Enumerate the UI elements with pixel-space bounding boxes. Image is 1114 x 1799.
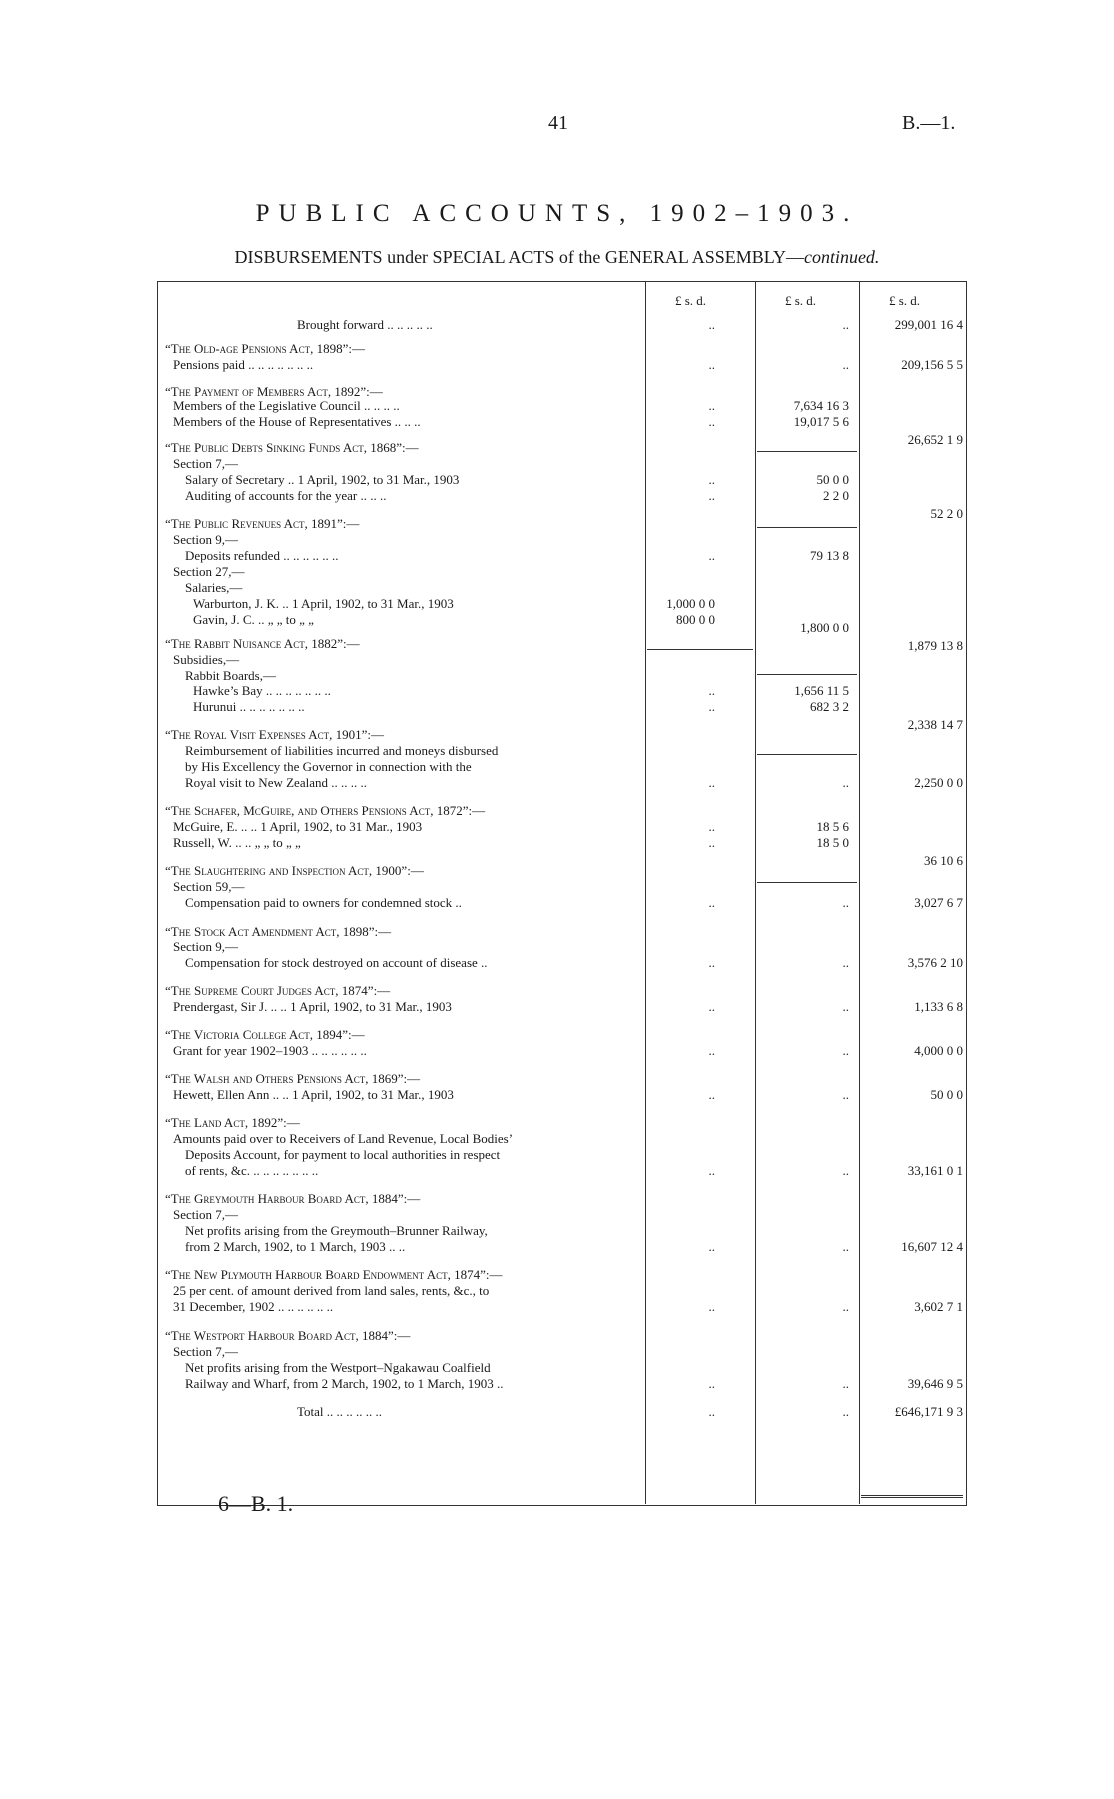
table-row [157,1087,967,1103]
table-row [157,1131,967,1147]
row-description: “The Rabbit Nuisance Act, 1882”:— [165,636,360,651]
amount-column-1: .. [708,999,715,1014]
table-row [157,1328,967,1344]
row-description: Section 7,— [173,1207,238,1222]
table-row [157,1071,967,1087]
amount-column-2: 50 0 0 [816,472,849,487]
amount-column-1: .. [708,895,715,910]
total-double-rule [861,1495,963,1498]
table-row [157,317,967,333]
table-row [157,1360,967,1376]
table-row [157,564,967,580]
amount-column-3: 209,156 5 5 [901,357,963,372]
table-row [157,548,967,564]
table-row [157,668,967,684]
table-row [157,398,967,414]
row-description: Hurunui .. .. .. .. .. .. .. [193,699,305,714]
row-description: Members of the Legislative Council .. .. .. .. [173,398,400,413]
row-description: Salaries,— [185,580,243,595]
row-description: Gavin, J. C. .. „ „ to „ „ [193,612,314,627]
row-description: by His Excellency the Governor in connection with the [185,759,472,774]
table-row [157,1043,967,1059]
row-description: “The Public Revenues Act, 1891”:— [165,516,360,531]
amount-column-2: 79 13 8 [810,548,849,563]
amount-column-1: .. [708,488,715,503]
amount-column-2: .. [842,357,849,372]
row-description: Warburton, J. K. .. 1 April, 1902, to 31 Mar., 1903 [193,596,454,611]
table-row [157,1283,967,1299]
table-row [157,1147,967,1163]
page-title: PUBLIC ACCOUNTS, 1902–1903. [255,200,859,227]
table-row [157,596,967,612]
table-row [157,1267,967,1283]
row-description: Brought forward .. .. .. .. .. [297,317,433,332]
amount-column-1: .. [708,357,715,372]
amount-column-1: .. [708,683,715,698]
row-description: “The Royal Visit Expenses Act, 1901”:— [165,727,385,742]
row-description: Reimbursement of liabilities incurred and moneys disbursed [185,743,499,758]
amount-column-2: .. [842,1404,849,1419]
amount-column-3: 16,607 12 4 [901,1239,963,1254]
table-row [157,580,967,596]
row-description: “The Walsh and Others Pensions Act, 1869”:— [165,1071,421,1086]
amount-column-3: 4,000 0 0 [914,1043,963,1058]
row-description: Section 59,— [173,879,245,894]
table-row [157,1115,967,1131]
row-description: Hewett, Ellen Ann .. .. 1 April, 1902, to 31 Mar., 1903 [173,1087,454,1102]
page-footer: 6—B. 1. [218,1491,294,1516]
amount-column-3: £646,171 9 3 [894,1404,963,1419]
amount-column-2: .. [842,1043,849,1058]
table-row [157,1376,967,1392]
document-reference: B.—1. [902,112,956,134]
amount-column-1: .. [708,1043,715,1058]
row-description: “The Greymouth Harbour Board Act, 1884”:— [165,1191,421,1206]
row-description: Members of the House of Representatives .. .. .. [173,414,421,429]
table-row [157,1299,967,1315]
amount-column-3: 3,602 7 1 [914,1299,963,1314]
amount-column-1: .. [708,398,715,413]
row-description: Railway and Wharf, from 2 March, 1902, to 1 March, 1903 .. [185,1376,504,1391]
table-row [157,939,967,955]
table-row [157,472,967,488]
row-description: “The Supreme Court Judges Act, 1874”:— [165,983,391,998]
amount-column-1: .. [708,414,715,429]
amount-column-1: .. [708,699,715,714]
amount-column-2: .. [842,1239,849,1254]
row-description: Section 7,— [173,456,238,471]
amount-column-1: .. [708,835,715,850]
amount-column-3: 299,001 16 4 [894,317,963,332]
row-description: Total .. .. .. .. .. .. [297,1404,383,1419]
table-row [157,1239,967,1255]
row-description: “The Old-age Pensions Act, 1898”:— [165,341,365,356]
table-row [157,999,967,1015]
row-description: “The Public Debts Sinking Funds Act, 1868”:— [165,440,419,455]
amount-column-1: .. [708,1299,715,1314]
column-header-2: £ s. d. [785,293,817,308]
table-row [157,1223,967,1239]
row-description: 25 per cent. of amount derived from land sales, rents, &c., to [173,1283,490,1298]
row-description: Rabbit Boards,— [185,668,276,683]
table-row [157,532,967,548]
amount-column-2: .. [842,317,849,332]
amount-column-3: 3,027 6 7 [914,895,963,910]
table-row [157,863,967,879]
row-description: “The Schafer, McGuire, and Others Pensions Act, 1872”:— [165,803,486,818]
amount-column-2: .. [842,895,849,910]
amount-column-3: 3,576 2 10 [907,955,963,970]
row-description: of rents, &c. .. .. .. .. .. .. .. [185,1163,319,1178]
table-row [157,759,967,775]
amount-column-1: .. [708,1239,715,1254]
row-description: Section 9,— [173,939,238,954]
row-description: Section 27,— [173,564,245,579]
page-number: 41 [548,112,568,134]
table-row [157,743,967,759]
amount-column-1: .. [708,317,715,332]
table-row [157,456,967,472]
row-description: “The Payment of Members Act, 1892”:— [165,384,383,399]
table-row [157,414,967,447]
amount-column-3: 39,646 9 5 [907,1376,963,1391]
table-row [157,775,967,791]
amount-column-1: .. [708,1087,715,1102]
amount-column-3: 2,338 14 7 [907,717,963,732]
table-row [157,835,967,868]
row-description: Compensation paid to owners for condemned stock .. [185,895,462,910]
table-row [157,683,967,699]
amount-column-1: 1,000 0 0 [666,596,715,611]
row-description: Net profits arising from the Westport–Ngakawau Coalfield [185,1360,491,1375]
amount-column-2: .. [842,999,849,1014]
amount-column-2: .. [842,955,849,970]
table-row [157,1163,967,1179]
amount-column-1: .. [708,1163,715,1178]
disbursements-table [157,281,967,1799]
amount-column-3: 1,879 13 8 [907,638,963,653]
amount-column-1: .. [708,1404,715,1419]
amount-column-2: 1,800 0 0 [800,620,849,635]
amount-column-1: .. [708,1376,715,1391]
row-description: Grant for year 1902–1903 .. .. .. .. .. .. [173,1043,367,1058]
amount-column-3: 2,250 0 0 [914,775,963,790]
row-description: Deposits refunded .. .. .. .. .. .. [185,548,339,563]
column-header-3: £ s. d. [889,293,921,308]
amount-column-3: 52 2 0 [930,506,963,521]
amount-column-3: 26,652 1 9 [907,432,963,447]
row-description: Prendergast, Sir J. .. .. 1 April, 1902, to 31 Mar., 1903 [173,999,452,1014]
row-description: Auditing of accounts for the year .. .. .. [185,488,387,503]
table-row [157,652,967,668]
amount-column-1: .. [708,775,715,790]
amount-column-2: .. [842,1163,849,1178]
table-row [157,924,967,940]
row-description: Section 7,— [173,1344,238,1359]
amount-column-2: 18 5 6 [816,819,849,834]
table-row [157,1207,967,1223]
row-description: Royal visit to New Zealand .. .. .. .. [185,775,367,790]
row-description: Net profits arising from the Greymouth–Brunner Railway, [185,1223,488,1238]
amount-column-2: 19,017 5 6 [793,414,849,429]
amount-column-2: .. [842,1299,849,1314]
row-description: Subsidies,— [173,652,240,667]
table-row [157,357,967,373]
table-row [157,440,967,456]
table-row [157,1191,967,1207]
table-row [157,983,967,999]
amount-column-2: 1,656 11 5 [794,683,849,698]
amount-column-2: .. [842,775,849,790]
table-row [157,341,967,357]
table-row [157,488,967,521]
row-description: McGuire, E. .. .. 1 April, 1902, to 31 Mar., 1903 [173,819,423,834]
subtitle-continued: continued. [803,247,880,267]
row-description: “The Victoria College Act, 1894”:— [165,1027,365,1042]
table-row [157,879,967,895]
row-description: “The Land Act, 1892”:— [165,1115,300,1130]
row-description: “The Slaughtering and Inspection Act, 1900”:— [165,863,424,878]
amount-column-2: 18 5 0 [816,835,849,850]
table-row [157,895,967,911]
column-header-1: £ s. d. [675,293,707,308]
amount-column-3: 33,161 0 1 [907,1163,963,1178]
amount-column-2: .. [842,1087,849,1102]
amount-column-3: 50 0 0 [930,1087,963,1102]
row-description: “The Stock Act Amendment Act, 1898”:— [165,924,392,939]
row-description: Compensation for stock destroyed on account of disease .. [185,955,488,970]
amount-column-1: .. [708,548,715,563]
row-description: Russell, W. .. .. „ „ to „ „ [173,835,301,850]
row-description: Amounts paid over to Receivers of Land Revenue, Local Bodies’ [173,1131,514,1146]
table-row [157,1027,967,1043]
amount-column-2: 682 3 2 [810,699,849,714]
amount-column-1: 800 0 0 [676,612,715,627]
row-description: from 2 March, 1902, to 1 March, 1903 .. .. [185,1239,406,1254]
table-row [157,516,967,532]
table-row [157,699,967,732]
amount-column-1: .. [708,472,715,487]
row-description: Deposits Account, for payment to local authorities in respect [185,1147,501,1162]
amount-column-2: 7,634 16 3 [793,398,849,413]
table-row [157,1344,967,1360]
row-description: “The Westport Harbour Board Act, 1884”:— [165,1328,411,1343]
amount-column-1: .. [708,819,715,834]
row-description: “The New Plymouth Harbour Board Endowment Act, 1874”:— [165,1267,503,1282]
table-row [157,636,967,652]
table-row [157,727,967,743]
row-description: Section 9,— [173,532,238,547]
row-description: 31 December, 1902 .. .. .. .. .. .. [173,1299,334,1314]
table-row [157,803,967,819]
amount-column-3: 36 10 6 [924,853,963,868]
amount-column-2: 2 2 0 [823,488,849,503]
subtitle-main: DISBURSEMENTS under SPECIAL ACTS of the GENERAL ASSEMBLY— [234,247,804,267]
table-row [157,1404,967,1420]
page-subtitle [0,247,1114,268]
amount-column-2: .. [842,1376,849,1391]
amount-column-3: 1,133 6 8 [914,999,963,1014]
table-row [157,819,967,835]
row-description: Salary of Secretary .. 1 April, 1902, to 31 Mar., 1903 [185,472,460,487]
amount-column-1: .. [708,955,715,970]
row-description: Pensions paid .. .. .. .. .. .. .. [173,357,314,372]
row-description: Hawke’s Bay .. .. .. .. .. .. .. [193,683,331,698]
table-row [157,955,967,971]
